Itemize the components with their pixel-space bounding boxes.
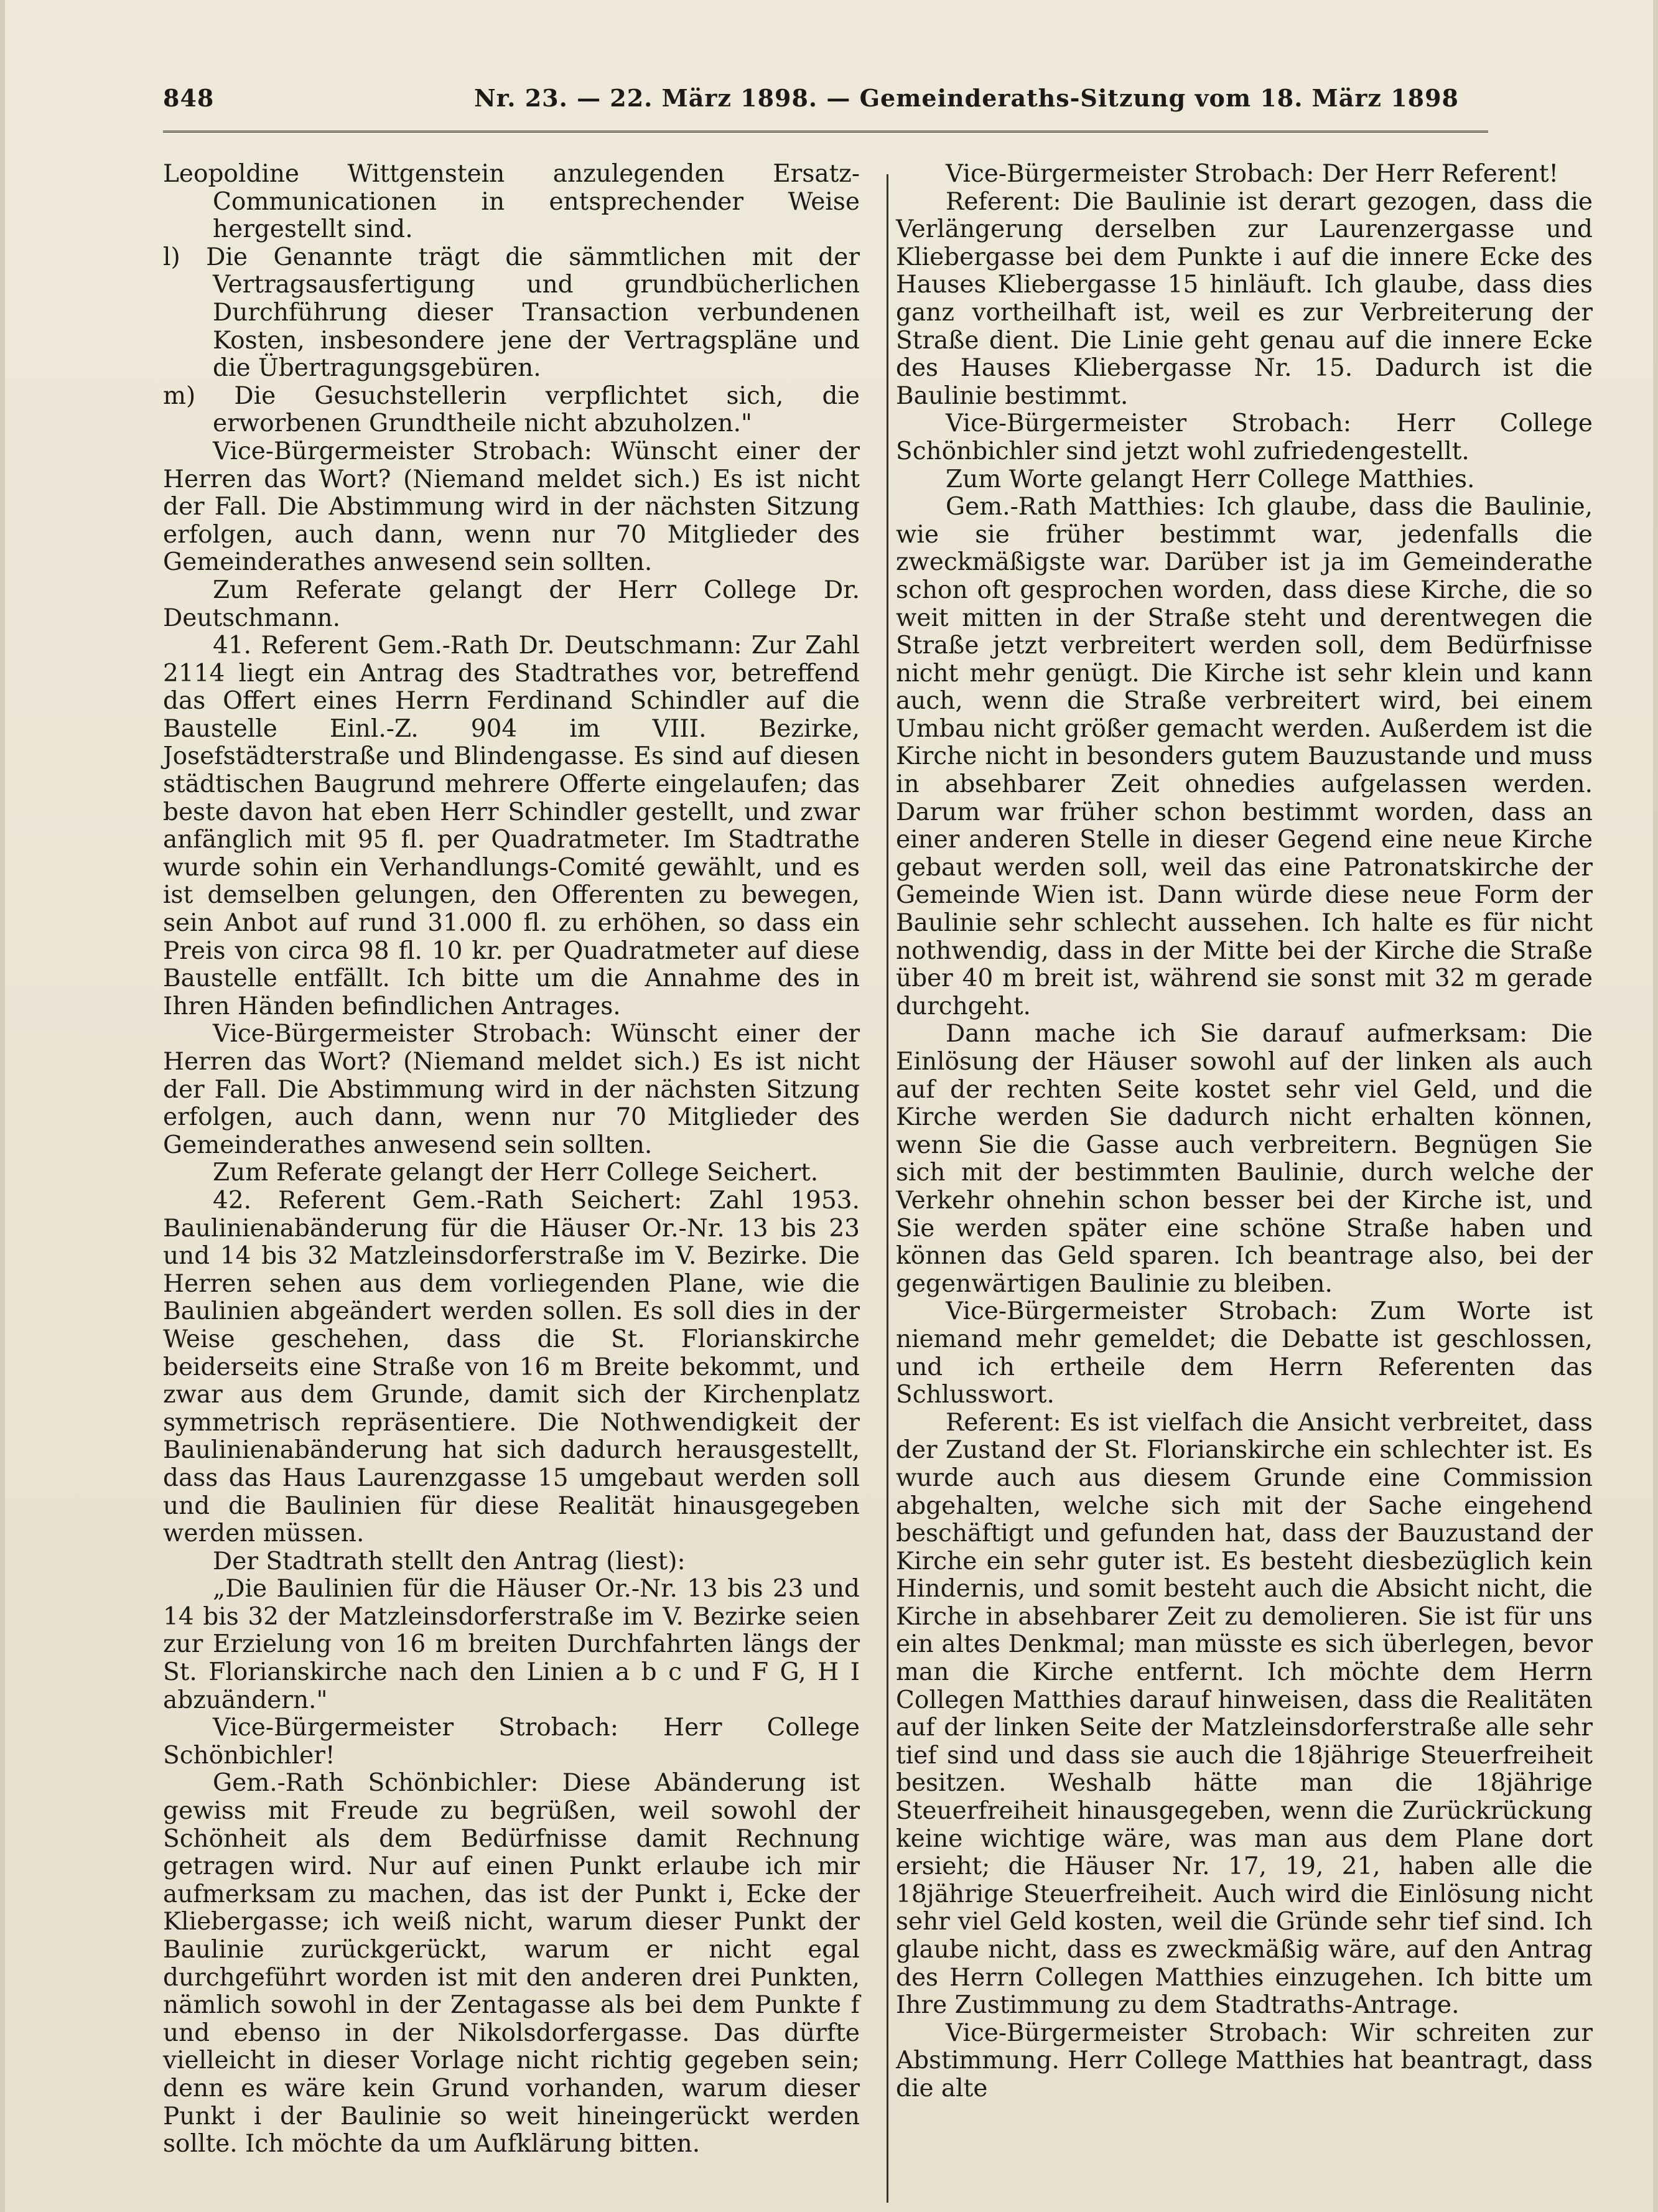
paragraph: Vice-Bürgermeister Strobach: Herr College Schönbichler!: [163, 1714, 860, 1770]
paragraph: Zum Worte gelangt Herr College Matthies.: [946, 465, 1475, 493]
paragraph: Vice-Bürgermeister Strobach: Wünscht einer der Herren das Wort? (Niemand meldet sich.) Es ist nicht der Fall. Die Abstimmung wird in der nächsten Sitzung erfolgen, auch dann, wenn nur 70 Mitglieder des Gemeinderathes anwesend sein sollten.: [163, 437, 860, 577]
page-edge-right: [1653, 0, 1658, 2212]
paragraph: Zum Referate gelangt der Herr College Seichert.: [213, 1159, 819, 1187]
paragraph: Leopoldine Wittgenstein anzulegenden Ersatz-Communicationen in entsprechender Weise hergestellt sind.: [163, 160, 860, 244]
paragraph: l) Die Genannte trägt die sämmtlichen mit der Vertragsausfertigung und grundbücherlichen Durchführung dieser Transaction verbundenen Kosten, insbesondere jene der Vertragspläne und die Übertragungsgebüren.: [163, 243, 860, 383]
paragraph: m) Die Gesuchstellerin verpflichtet sich, die erworbenen Grundtheile nicht abzuholzen.": [163, 381, 860, 438]
header-title: Nr. 23. — 22. März 1898. — Gemeinderaths-Sitzung vom 18. März 1898: [474, 84, 1459, 112]
page-header: [163, 84, 1482, 128]
paragraph: Vice-Bürgermeister Strobach: Der Herr Referent!: [946, 160, 1559, 188]
paragraph: Vice-Bürgermeister Strobach: Wünscht einer der Herren das Wort? (Niemand meldet sich.) Es ist nicht der Fall. Die Abstimmung wird in der nächsten Sitzung erfolgen, auch dann, wenn nur 70 Mitglieder des Gemeinderathes anwesend sein sollten.: [163, 1020, 860, 1159]
paragraph: „Die Baulinien für die Häuser Or.-Nr. 13 bis 23 und 14 bis 32 der Matzleinsdorferstraße im V. Bezirke seien zur Erzielung von 16 m breiten Durchfahrten längs der St. Florianskirche nach den Linien a b c und F G, H I abzuändern.": [163, 1575, 860, 1714]
page-number: 848: [163, 84, 215, 112]
left-column: [163, 161, 860, 2158]
page-edge-left: [0, 0, 5, 2212]
paragraph: Gem.-Rath Matthies: Ich glaube, dass die Baulinie, wie sie früher bestimmt war, jedenfalls die zweckmäßigste war. Darüber ist ja im Gemeinderathe schon oft gesprochen worden, dass diese Kirche, die so weit mitten in der Straße steht und derentwegen die Straße jetzt verbreitert werden soll, dem Bedürfnisse nicht mehr genügt. Die Kirche ist sehr klein und kann auch, wenn die Straße verbreitert wird, bei einem Umbau nicht größer gemacht werden. Außerdem ist die Kirche nicht in besonders gutem Bauzustande und muss in absehbarer Zeit ohnedies aufgelassen werden. Darum war früher schon bestimmt worden, dass an einer anderen Stelle in dieser Gegend eine neue Kirche gebaut werden soll, weil das eine Patronatskirche der Gemeinde Wien ist. Dann würde diese neue Form der Baulinie sehr schlecht aussehen. Ich halte es für nicht nothwendig, dass in der Mitte bei der Kirche die Straße über 40 m breit ist, während sie sonst mit 32 m gerade durchgeht.: [896, 493, 1593, 1020]
paragraph: Vice-Bürgermeister Strobach: Zum Worte ist niemand mehr gemeldet; die Debatte ist geschlossen, und ich ertheile dem Herrn Referenten das Schlusswort.: [896, 1297, 1593, 1409]
paragraph: Vice-Bürgermeister Strobach: Wir schreiten zur Abstimmung. Herr College Matthies hat beantragt, dass die alte: [896, 2018, 1593, 2102]
paragraph: Der Stadtrath stellt den Antrag (liest):: [213, 1547, 686, 1575]
paragraph: Dann mache ich Sie darauf aufmerksam: Die Einlösung der Häuser sowohl auf der linken als auch auf der rechten Seite kostet sehr viel Geld, und die Kirche werden Sie dadurch nicht erhalten können, wenn Sie die Gasse auch verbreitern. Begnügen Sie sich mit der bestimmten Baulinie, durch welche der Verkehr ohnehin schon besser bei der Kirche ist, und Sie werden später eine schöne Straße haben und können das Geld sparen. Ich beantrage also, bei der gegenwärtigen Baulinie zu bleiben.: [896, 1020, 1593, 1298]
paragraph: Gem.-Rath Schönbichler: Diese Abänderung ist gewiss mit Freude zu begrüßen, weil sowohl der Schönheit als dem Bedürfnisse damit Rechnung getragen wird. Nur auf einen Punkt erlaube ich mir aufmerksam zu machen, das ist der Punkt i, Ecke der Kliebergasse; ich weiß nicht, warum dieser Punkt der Baulinie zurückgerückt, warum er nicht egal durchgeführt worden ist mit den anderen drei Punkten, nämlich sowohl in der Zentagasse als bei dem Punkte f und ebenso in der Nikolsdorfergasse. Das dürfte vielleicht in dieser Vorlage nicht richtig gegeben sein; denn es wäre kein Grund vorhanden, warum dieser Punkt i der Baulinie so weit hineingerückt werden sollte. Ich möchte da um Aufklärung bitten.: [163, 1769, 860, 2158]
paragraph: 41. Referent Gem.-Rath Dr. Deutschmann: Zur Zahl 2114 liegt ein Antrag des Stadtrathes vor, betreffend das Offert eines Herrn Ferdinand Schindler auf die Baustelle Einl.-Z. 904 im VIII. Bezirke, Josefstädterstraße und Blindengasse. Es sind auf diesen städtischen Baugrund mehrere Offerte eingelaufen; das beste davon hat eben Herr Schindler gestellt, und zwar anfänglich mit 95 fl. per Quadratmeter. Im Stadtrathe wurde sohin ein Verhandlungs-Comité gewählt, und es ist demselben gelungen, den Offerenten zu bewegen, sein Anbot auf rund 31.000 fl. zu erhöhen, so dass ein Preis von circa 98 fl. 10 kr. per Quadratmeter auf diese Baustelle entfällt. Ich bitte um die Annahme des in Ihren Händen befindlichen Antrages.: [163, 632, 860, 1020]
paragraph: Referent: Es ist vielfach die Ansicht verbreitet, dass der Zustand der St. Florianskirche ein schlechter ist. Es wurde auch aus diesem Grunde eine Commission abgehalten, welche sich mit der Sache eingehend beschäftigt und gefunden hat, dass der Bauzustand der Kirche ein sehr guter ist. Es besteht diesbezüglich kein Hindernis, und somit besteht auch die Absicht nicht, die Kirche in absehbarer Zeit zu demolieren. Sie ist für uns ein altes Denkmal; man müsste es sich überlegen, bevor man die Kirche entfernt. Ich möchte dem Herrn Collegen Matthies darauf hinweisen, dass die Realitäten auf der linken Seite der Matzleinsdorferstraße alle sehr tief sind und dass sie auch die 18jährige Steuerfreiheit besitzen. Weshalb hätte man die 18jährige Steuerfreiheit hinausgegeben, wenn die Zurückrückung keine wichtige wäre, was man aus dem Plane dort ersieht; die Häuser Nr. 17, 19, 21, haben alle die 18jährige Steuerfreiheit. Auch wird die Einlösung nicht sehr viel Geld kosten, weil die Gründe sehr tief sind. Ich glaube nicht, dass es zweckmäßig wäre, auf den Antrag des Herrn Collegen Matthies einzugehen. Ich bitte um Ihre Zustimmung zu dem Stadtraths-Antrage.: [896, 1408, 1593, 2020]
right-column: [896, 161, 1593, 2103]
paragraph: Vice-Bürgermeister Strobach: Herr College Schönbichler sind jetzt wohl zufriedengestellt.: [896, 409, 1593, 465]
column-divider: [887, 174, 888, 2203]
paragraph: 42. Referent Gem.-Rath Seichert: Zahl 1953. Baulinienabänderung für die Häuser Or.-Nr. 13 bis 23 und 14 bis 32 Matzleinsdorferstraße im V. Bezirke. Die Herren sehen aus dem vorliegenden Plane, wie die Baulinien abgeändert werden sollen. Es soll dies in der Weise geschehen, dass die St. Florianskirche beiderseits eine Straße von 16 m Breite bekommt, und zwar aus dem Grunde, damit sich der Kirchenplatz symmetrisch repräsentiere. Die Nothwendigkeit der Baulinienabänderung hat sich dadurch herausgestellt, dass das Haus Laurenzgasse 15 umgebaut werden soll und die Baulinien für diese Realität hinausgegeben werden müssen.: [163, 1186, 860, 1548]
header-rule: [163, 124, 1488, 133]
paragraph: Referent: Die Baulinie ist derart gezogen, dass die Verlängerung derselben zur Laurenzergasse und Kliebergasse bei dem Punkte i auf die innere Ecke des Hauses Kliebergasse 15 hinläuft. Ich glaube, dass dies ganz vortheilhaft ist, weil es zur Verbreiterung der Straße dient. Die Linie geht genau auf die innere Ecke des Hauses Kliebergasse Nr. 15. Dadurch ist die Baulinie bestimmt.: [896, 187, 1593, 410]
paragraph: Zum Referate gelangt der Herr College Dr. Deutschmann.: [163, 576, 860, 632]
